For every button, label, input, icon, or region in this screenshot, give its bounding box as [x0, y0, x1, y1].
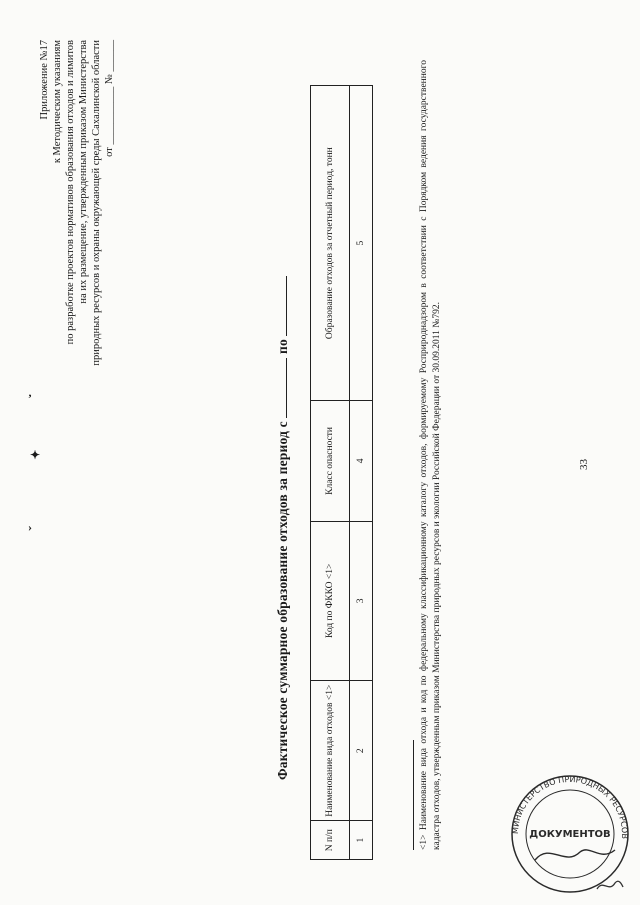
scan-speck: ‚: [28, 385, 32, 399]
title-middle: по: [275, 339, 290, 355]
stamp-ring-text: МИНИСТЕРСТВО ПРИРОДНЫХ РЕСУРСОВ: [510, 774, 630, 840]
table-cell: 2: [350, 681, 373, 821]
appendix-line: по разработке проектов нормативов образования отходов и лимитов: [65, 40, 76, 345]
table-cell: 4: [350, 401, 373, 521]
document-title: [275, 160, 291, 780]
table-row: [350, 86, 373, 860]
appendix-line: Приложение №17: [39, 40, 50, 120]
scan-speck: ✦: [30, 448, 41, 462]
header-number: N п/п: [311, 821, 350, 860]
header-waste-name: Наименование вида отходов <1>: [311, 681, 350, 821]
appendix-line: на их размещение, утвержденным приказом Министерства: [78, 40, 89, 304]
table-header-row: [311, 86, 350, 860]
table-cell: 1: [350, 821, 373, 860]
header-hazard-class: Класс опасности: [311, 401, 350, 521]
footnote: <1> Наименование вида отхода и код по федеральному классификационному каталогу отходов, формируемому Росприроднадзором в соответствии с Порядком ведения государственного кадастра отходов, утвержденным приказом Министерства природных ресурсов и экологии Российской Федерации от 30.09.2011 №792.: [419, 60, 442, 850]
title-prefix: Фактическое суммарное образование отходов за период с: [275, 421, 290, 780]
stamp-center-text: ДОКУМЕНТОВ: [529, 829, 611, 840]
signature-stroke: [535, 850, 615, 860]
table-cell: 3: [350, 521, 373, 681]
rotated-page: [20, 20, 620, 880]
table-cell: 5: [350, 86, 373, 401]
handwritten-mark: [595, 875, 625, 900]
header-waste-amount: Образование отходов за отчетный период, тонн: [311, 86, 350, 401]
page-number: 33: [578, 459, 590, 470]
waste-table: [310, 85, 373, 860]
period-start-blank: [276, 358, 287, 418]
appendix-date-line: от ___________ № ______: [104, 40, 115, 157]
appendix-header: [38, 40, 116, 380]
appendix-line: к Методическим указаниям: [52, 40, 63, 164]
footnote-divider: [413, 740, 414, 850]
header-fkko-code: Код по ФККО <1>: [311, 521, 350, 681]
appendix-line: природных ресурсов и охраны окружающей среды Сахалинской области: [91, 40, 102, 366]
scan-speck: ›: [28, 520, 32, 534]
period-end-blank: [276, 276, 287, 336]
